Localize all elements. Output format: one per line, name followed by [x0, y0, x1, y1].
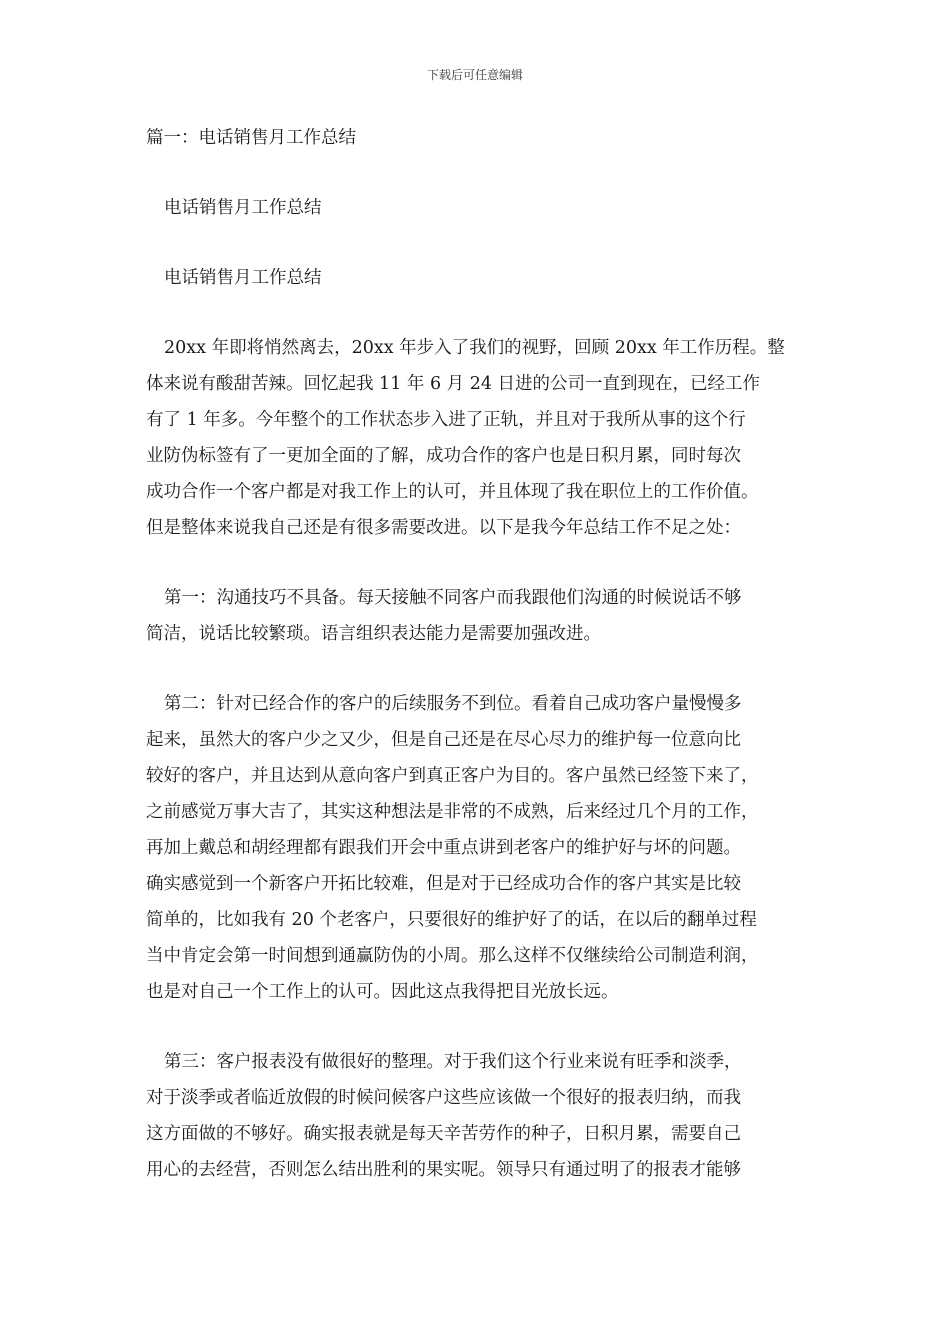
paragraph-line: 也是对自己一个工作上的认可。因此这点我得把目光放长远。 [146, 982, 619, 1002]
paragraph-line: 起来，虽然大的客户少之又少，但是自己还是在尽心尽力的维护每一位意向比 [146, 730, 741, 750]
paragraph-line: 用心的去经营，否则怎么结出胜利的果实呢。领导只有通过明了的报表才能够 [146, 1160, 741, 1180]
document-body [146, 120, 810, 1222]
paragraph-line: 有了 1 年多。今年整个的工作状态步入进了正轨，并且对于我所从事的这个行 [146, 410, 746, 430]
paragraph-line: 简单的，比如我有 20 个老客户，只要很好的维护好了的话，在以后的翻单过程 [146, 910, 757, 930]
paragraph-line: 对于淡季或者临近放假的时候问候客户这些应该做一个很好的报表归纳，而我 [146, 1088, 741, 1108]
paragraph-line: 确实感觉到一个新客户开拓比较难，但是对于已经成功合作的客户其实是比较 [146, 874, 741, 894]
document-subtitle-1: 电话销售月工作总结 [164, 198, 322, 218]
paragraph-line: 业防伪标签有了一更加全面的了解，成功合作的客户也是日积月累，同时每次 [146, 446, 741, 466]
paragraph-line: 第二：针对已经合作的客户的后续服务不到位。看着自己成功客户量慢慢多 [164, 694, 742, 714]
paragraph-line: 较好的客户，并且达到从意向客户到真正客户为目的。客户虽然已经签下来了， [146, 766, 759, 786]
document-heading: 篇一：电话销售月工作总结 [146, 128, 356, 148]
paragraph-intro [146, 330, 810, 546]
page-header-note: 下载后可任意编辑 [426, 68, 523, 82]
paragraph-line: 20xx 年即将悄然离去，20xx 年步入了我们的视野，回顾 20xx 年工作历程。整 [164, 338, 785, 358]
paragraph-line: 但是整体来说我自己还是有很多需要改进。以下是我今年总结工作不足之处： [146, 518, 741, 538]
paragraph-line: 再加上戴总和胡经理都有跟我们开会中重点讲到老客户的维护好与坏的问题。 [146, 838, 741, 858]
paragraph-line: 成功合作一个客户都是对我工作上的认可，并且体现了我在职位上的工作价值。 [146, 482, 759, 502]
paragraph-line: 之前感觉万事大吉了，其实这种想法是非常的不成熟，后来经过几个月的工作， [146, 802, 759, 822]
paragraph-point-1 [146, 580, 810, 652]
document-subtitle-2: 电话销售月工作总结 [164, 268, 322, 288]
paragraph-line: 这方面做的不够好。确实报表就是每天辛苦劳作的种子，日积月累，需要自己 [146, 1124, 741, 1144]
paragraph-line: 体来说有酸甜苦辣。回忆起我 11 年 6 月 24 日进的公司一直到现在，已经工作 [146, 374, 761, 394]
paragraph-point-2 [146, 686, 810, 1010]
paragraph-line: 当中肯定会第一时间想到通赢防伪的小周。那么这样不仅继续给公司制造利润， [146, 946, 759, 966]
paragraph-line: 第三：客户报表没有做很好的整理。对于我们这个行业来说有旺季和淡季， [164, 1052, 742, 1072]
paragraph-point-3 [146, 1044, 810, 1188]
paragraph-line: 简洁，说话比较繁琐。语言组织表达能力是需要加强改进。 [146, 624, 601, 644]
paragraph-line: 第一：沟通技巧不具备。每天接触不同客户而我跟他们沟通的时候说话不够 [164, 588, 742, 608]
